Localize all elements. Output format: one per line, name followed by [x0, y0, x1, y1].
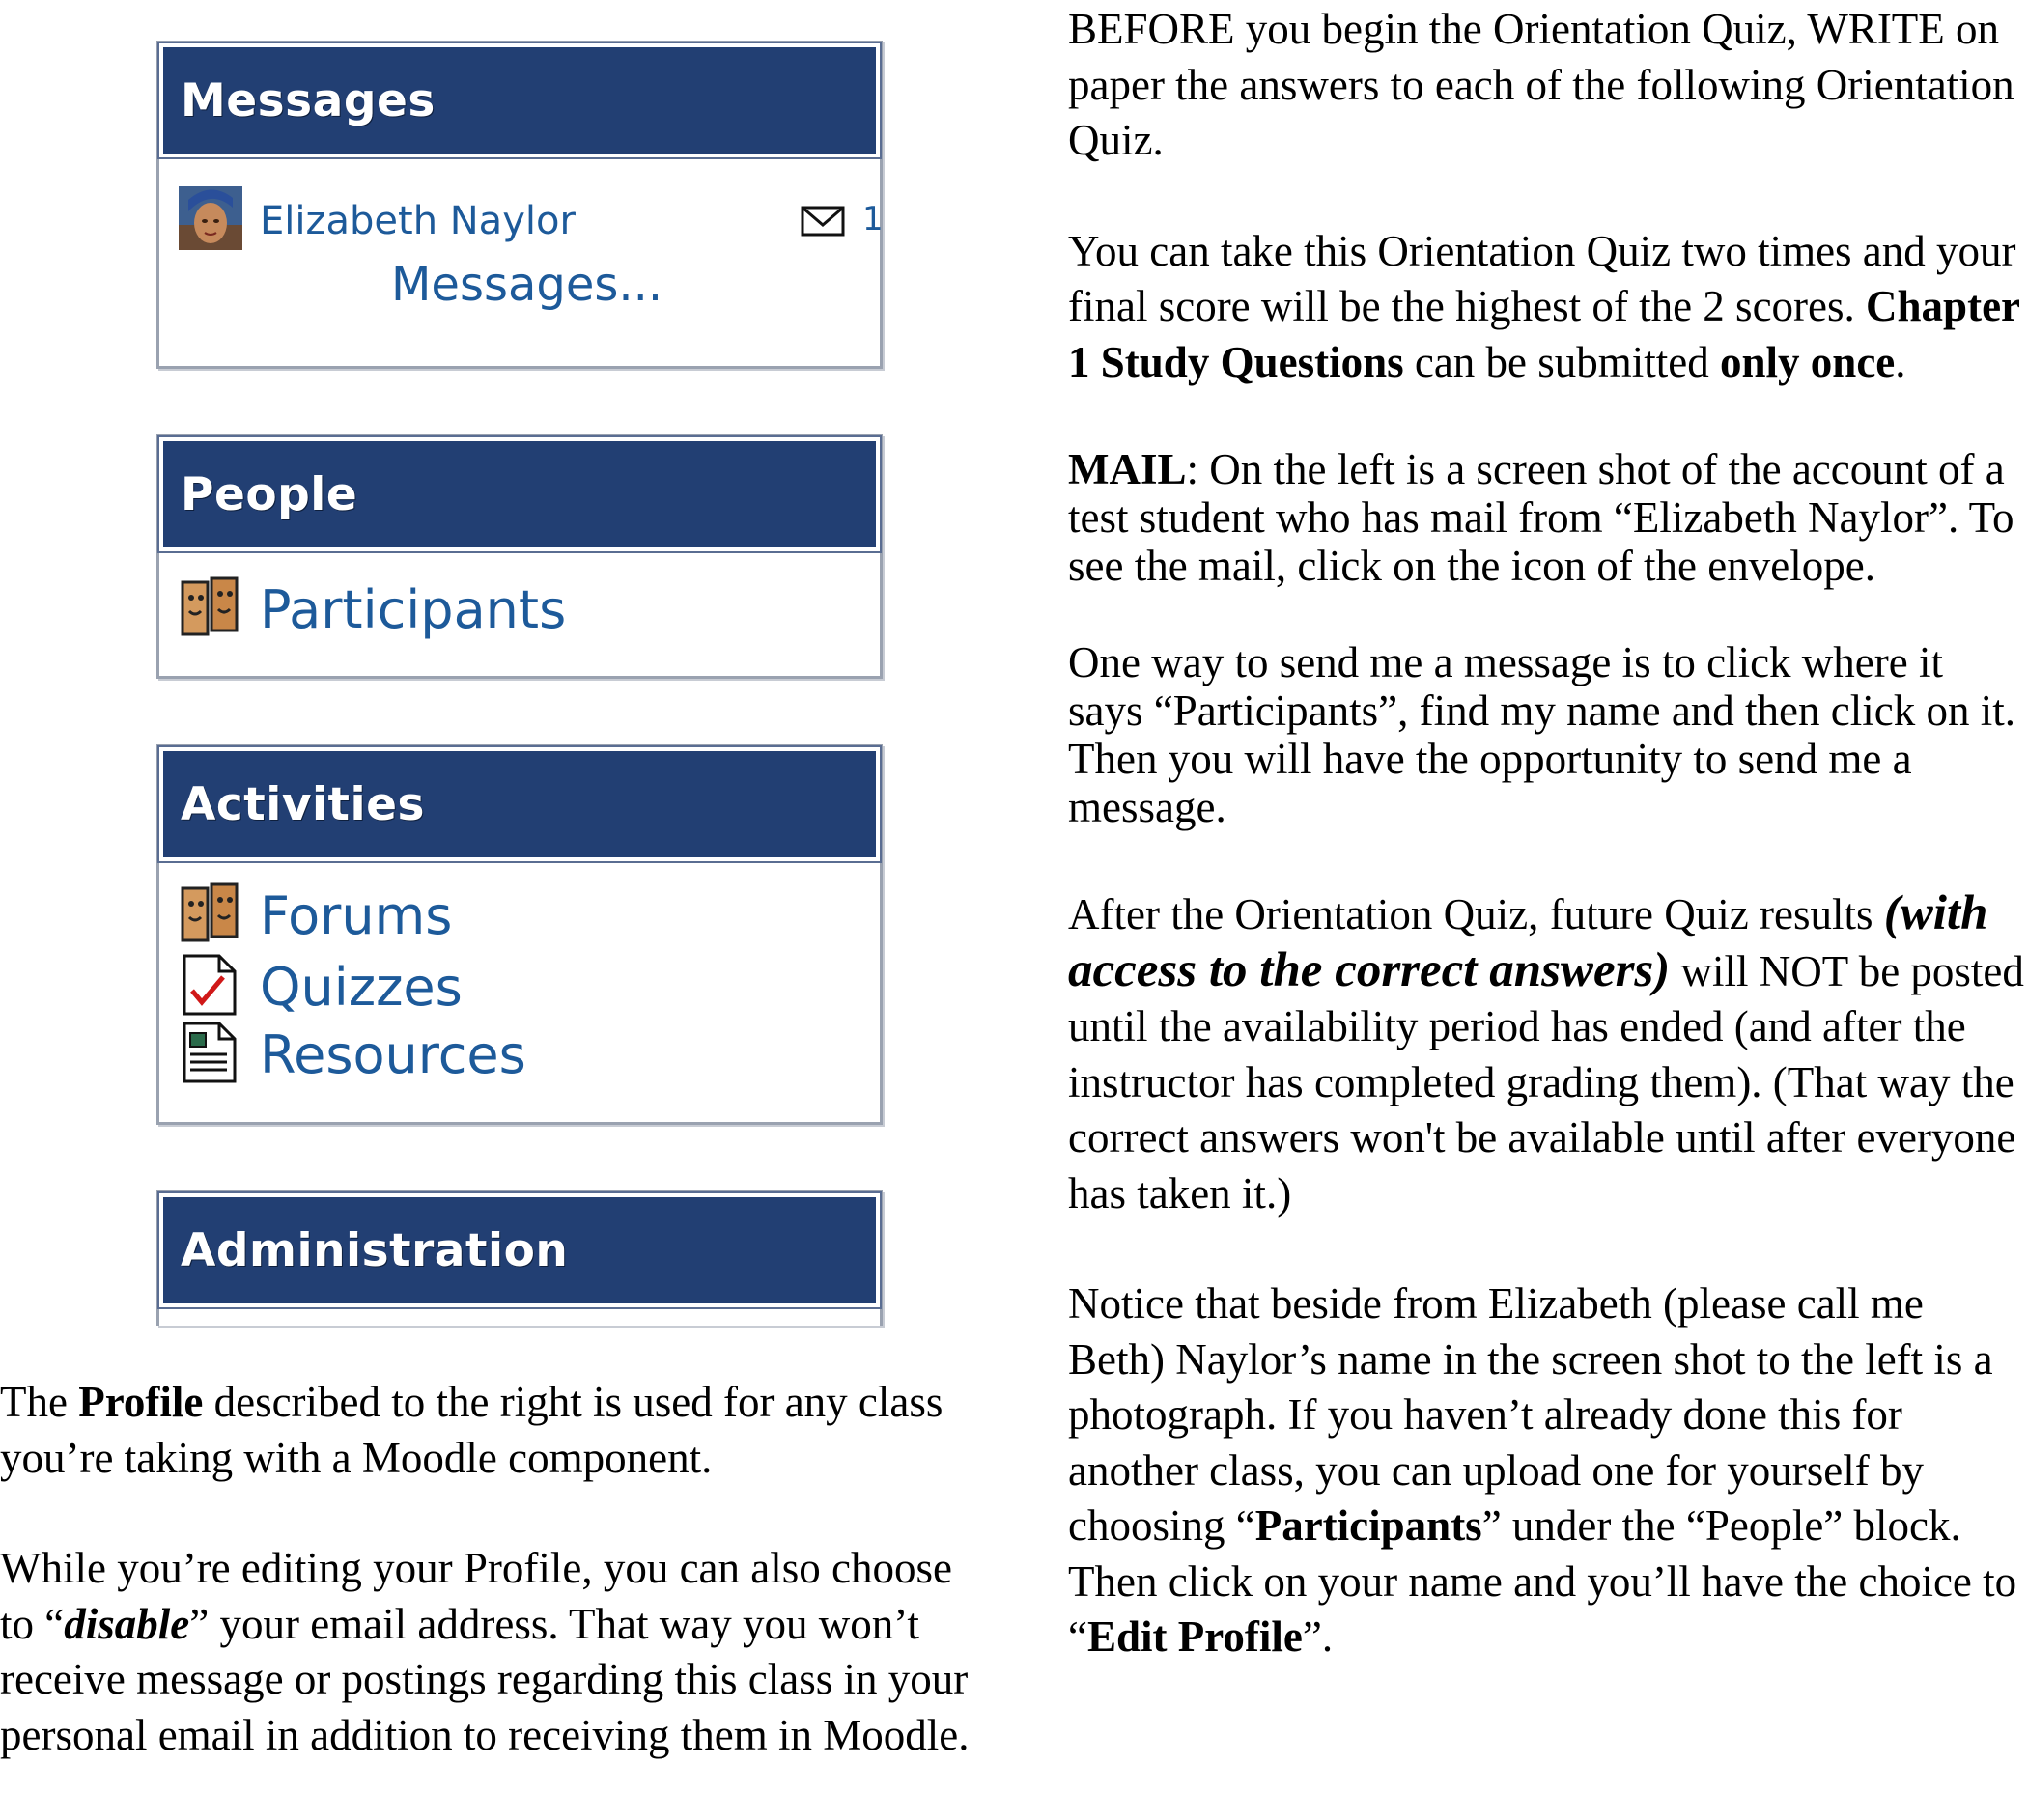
participants-row[interactable]	[181, 576, 566, 643]
photo-text-2: ” under the “People” block. Then click on your name and you’ll have the choice to “	[1068, 1501, 2017, 1661]
people-block-header	[159, 437, 880, 551]
activity-item-quizzes[interactable]	[181, 954, 463, 1021]
avatar[interactable]	[179, 186, 242, 255]
messages-block	[156, 41, 883, 369]
profile-text: The	[0, 1378, 68, 1426]
attempts-text: You can take this Orientation Quiz two times and your final score will be the highest of the 2 scores.	[1068, 226, 2016, 330]
activities-block-header	[159, 747, 880, 861]
instruction-paragraph-quiz-results	[1068, 886, 2028, 1221]
correct-answers-emphasis: (with access to the correct answers)	[1068, 886, 1988, 997]
messages-block-title: Messages	[181, 73, 436, 127]
activities-block-title: Activities	[181, 777, 425, 831]
instruction-paragraph-attempts	[1068, 224, 2028, 391]
disable-text-2: ” your email address. That way you won’t receive message or postings regarding this class in your personal email in addition to receiving them in Moodle.	[0, 1599, 970, 1759]
resources-link[interactable]: Resources	[260, 1024, 526, 1085]
mail-label: MAIL	[1068, 445, 1187, 493]
profile-paragraph	[0, 1375, 995, 1486]
forums-icon	[181, 882, 239, 949]
profile-column	[0, 1375, 995, 1763]
participants-emphasis: Participants	[1254, 1501, 1482, 1550]
administration-block	[156, 1190, 883, 1326]
instruction-paragraph-mail	[1068, 445, 2028, 590]
sender-name-link[interactable]: Elizabeth Naylor	[260, 198, 576, 243]
envelope-icon[interactable]	[801, 206, 845, 241]
photo-text-end: ”.	[1302, 1612, 1334, 1661]
activity-item-forums[interactable]	[181, 882, 452, 949]
instruction-paragraph-before-quiz: BEFORE you begin the Orientation Quiz, WRITE on paper the answers to each of the following Orientation Quiz.	[1068, 5, 2014, 164]
photo-text: Notice that beside from Elizabeth (please call me Beth) Naylor’s name in the screen shot to the left is a photograph. If you haven’t already done this for another class, you can upload one for yourself by choosing “	[1068, 1279, 1993, 1550]
quiz-icon	[181, 954, 239, 1021]
messages-more-link[interactable]: Messages...	[391, 258, 663, 312]
disable-emphasis: disable	[64, 1599, 190, 1648]
administration-block-title: Administration	[181, 1223, 569, 1277]
forums-link[interactable]: Forums	[260, 885, 453, 946]
quizzes-link[interactable]: Quizzes	[260, 957, 463, 1018]
messages-more-row	[391, 258, 662, 312]
quiz-results-text-2: will NOT be posted until the availability period has ended (and after the instructor has completed grading them). (That way the correct answers won't be available until after everyone has taken it.)	[1068, 946, 2024, 1218]
edit-profile-emphasis: Edit Profile	[1086, 1612, 1303, 1661]
resources-icon	[181, 1022, 239, 1088]
only-once-text: only once	[1720, 337, 1896, 386]
message-count: 1	[862, 200, 884, 238]
profile-text-2: described to the right is used for any class you’re taking with a Moodle component.	[0, 1378, 944, 1482]
administration-block-header	[159, 1193, 880, 1307]
instruction-paragraph-send-message: One way to send me a message is to click where it says “Participants”, find my name and then click on it. Then you will have the opportunity to send me a message.	[1068, 638, 2015, 831]
participants-link[interactable]: Participants	[260, 579, 567, 640]
activity-item-resources[interactable]	[181, 1022, 526, 1088]
mail-text: : On the left is a screen shot of the account of a test student who has mail from “Elizabeth Naylor”. To see the mail, click on the icon of the envelope.	[1068, 445, 2014, 590]
instruction-paragraph-photo	[1068, 1276, 2028, 1666]
attempts-period: .	[1895, 337, 1906, 386]
disable-text: While you’re editing your Profile, you can also choose to “	[0, 1544, 952, 1648]
message-row	[179, 186, 884, 255]
chapter-1-study-questions: Chapter 1 Study Questions	[1068, 282, 2020, 386]
activities-block	[156, 744, 883, 1125]
people-block-title: People	[181, 467, 358, 521]
instructions-column	[1068, 2, 2028, 1666]
people-block	[156, 434, 883, 679]
disable-email-paragraph	[0, 1541, 995, 1763]
attempts-text-2: can be submitted	[1414, 337, 1709, 386]
participants-icon	[181, 576, 239, 643]
messages-block-header	[159, 43, 880, 157]
profile-emphasis: Profile	[78, 1378, 204, 1426]
quiz-results-text: After the Orientation Quiz, future Quiz results	[1068, 890, 1873, 938]
